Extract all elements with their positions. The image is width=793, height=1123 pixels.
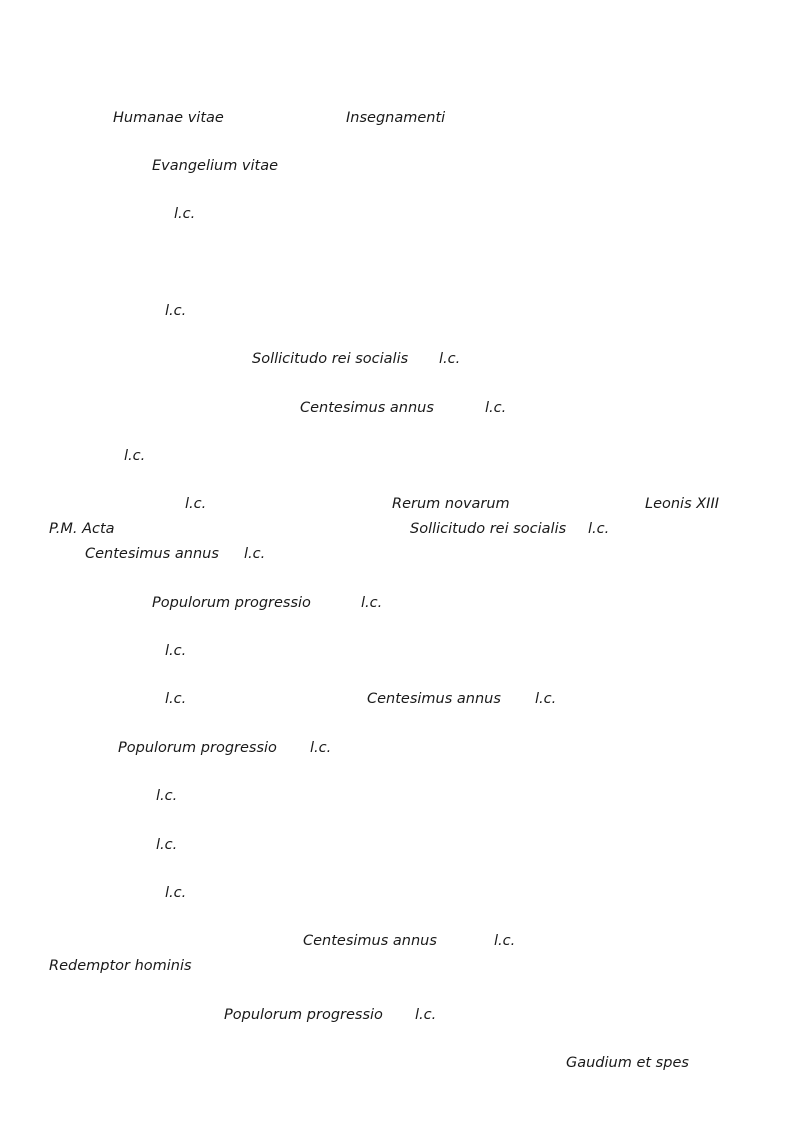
- loc-cit-marker: l.c.: [174, 206, 196, 222]
- loc-cit-marker: l.c.: [310, 740, 332, 756]
- italic-citation: Leonis XIII: [645, 496, 720, 512]
- loc-cit-marker: l.c.: [439, 351, 461, 367]
- loc-cit-marker: l.c.: [165, 643, 187, 659]
- loc-cit-marker: l.c.: [185, 496, 207, 512]
- italic-citation: Evangelium vitae: [152, 158, 279, 174]
- italic-citation: Populorum progressio: [224, 1007, 383, 1023]
- loc-cit-marker: l.c.: [494, 933, 516, 949]
- loc-cit-marker: l.c.: [588, 521, 610, 537]
- italic-citation: Populorum progressio: [118, 740, 277, 756]
- loc-cit-marker: l.c.: [156, 837, 178, 853]
- italic-citation: Populorum progressio: [152, 595, 311, 611]
- italic-citation: Centesimus annus: [300, 400, 434, 416]
- italic-citation: P.M. Acta: [49, 521, 115, 537]
- loc-cit-marker: l.c.: [485, 400, 507, 416]
- italic-citation: Insegnamenti: [346, 110, 446, 126]
- italic-citation: Rerum novarum: [392, 496, 510, 512]
- italic-citation: Sollicitudo rei socialis: [252, 351, 409, 367]
- loc-cit-marker: l.c.: [415, 1007, 437, 1023]
- italic-citation: Humanae vitae: [113, 110, 224, 126]
- italic-citation: Gaudium et spes: [566, 1055, 689, 1071]
- loc-cit-marker: l.c.: [244, 546, 266, 562]
- loc-cit-marker: l.c.: [165, 303, 187, 319]
- loc-cit-marker: l.c.: [535, 691, 557, 707]
- italic-citation: Centesimus annus: [303, 933, 437, 949]
- loc-cit-marker: l.c.: [165, 691, 187, 707]
- loc-cit-marker: l.c.: [156, 788, 178, 804]
- italic-citation: Centesimus annus: [85, 546, 219, 562]
- italic-citation: Sollicitudo rei socialis: [410, 521, 567, 537]
- loc-cit-marker: l.c.: [165, 885, 187, 901]
- italic-citation: Redemptor hominis: [49, 958, 192, 974]
- loc-cit-marker: l.c.: [124, 448, 146, 464]
- loc-cit-marker: l.c.: [361, 595, 383, 611]
- italic-citation: Centesimus annus: [367, 691, 501, 707]
